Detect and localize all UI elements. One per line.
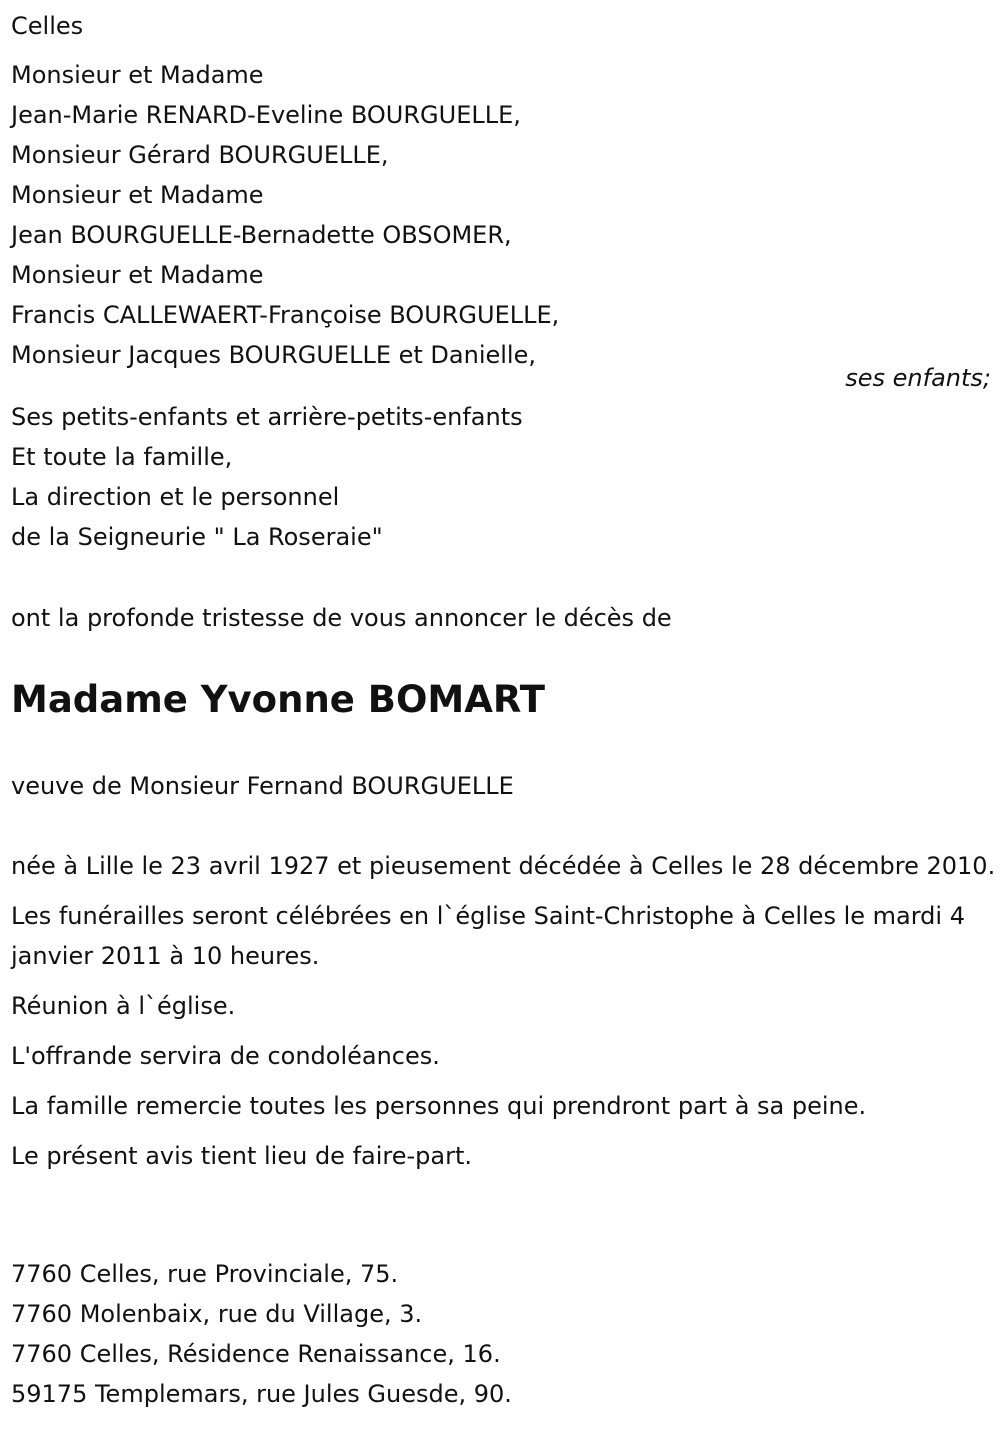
- mourner-line: La direction et le personnel: [11, 483, 340, 511]
- children-list: [11, 55, 559, 375]
- address-line: 7760 Celles, rue Provinciale, 75.: [11, 1260, 399, 1288]
- offering-text: L'offrande servira de condoléances.: [11, 1042, 440, 1070]
- children-line: Monsieur Jacques BOURGUELLE et Danielle,: [11, 341, 536, 369]
- children-line: Jean-Marie RENARD-Eveline BOURGUELLE,: [11, 101, 521, 129]
- place-name: Celles: [11, 12, 84, 40]
- address-list: [11, 1254, 512, 1414]
- deceased-name: Madame Yvonne BOMART: [11, 678, 545, 721]
- funeral-details: [11, 846, 996, 1186]
- children-line: Monsieur Gérard BOURGUELLE,: [11, 141, 389, 169]
- birth-death-text: née à Lille le 23 avril 1927 et pieusement décédée à Celles le 28 décembre 2010.: [11, 852, 996, 880]
- children-line: Francis CALLEWAERT-Françoise BOURGUELLE,: [11, 301, 560, 329]
- funeral-text: Les funérailles seront célébrées en l`église Saint-Christophe à Celles le mardi 4 janvier 2011 à 10 heures.: [11, 902, 965, 970]
- meeting-text: Réunion à l`église.: [11, 992, 236, 1020]
- mourner-line: Ses petits-enfants et arrière-petits-enfants: [11, 403, 523, 431]
- widow-of-text: veuve de Monsieur Fernand BOURGUELLE: [11, 772, 514, 800]
- address-line: 59175 Templemars, rue Jules Guesde, 90.: [11, 1380, 512, 1408]
- other-mourners: [11, 397, 523, 557]
- announcement-text: ont la profonde tristesse de vous annoncer le décès de: [11, 604, 672, 632]
- children-line: Jean BOURGUELLE-Bernadette OBSOMER,: [11, 221, 512, 249]
- children-line: Monsieur et Madame: [11, 261, 264, 289]
- notice-text: Le présent avis tient lieu de faire-part.: [11, 1142, 473, 1170]
- address-line: 7760 Molenbaix, rue du Village, 3.: [11, 1300, 423, 1328]
- children-line: Monsieur et Madame: [11, 61, 264, 89]
- children-suffix: ses enfants;: [845, 364, 991, 392]
- mourner-line: Et toute la famille,: [11, 443, 233, 471]
- mourner-line: de la Seigneurie " La Roseraie": [11, 523, 383, 551]
- thanks-text: La famille remercie toutes les personnes qui prendront part à sa peine.: [11, 1092, 867, 1120]
- address-line: 7760 Celles, Résidence Renaissance, 16.: [11, 1340, 501, 1368]
- children-line: Monsieur et Madame: [11, 181, 264, 209]
